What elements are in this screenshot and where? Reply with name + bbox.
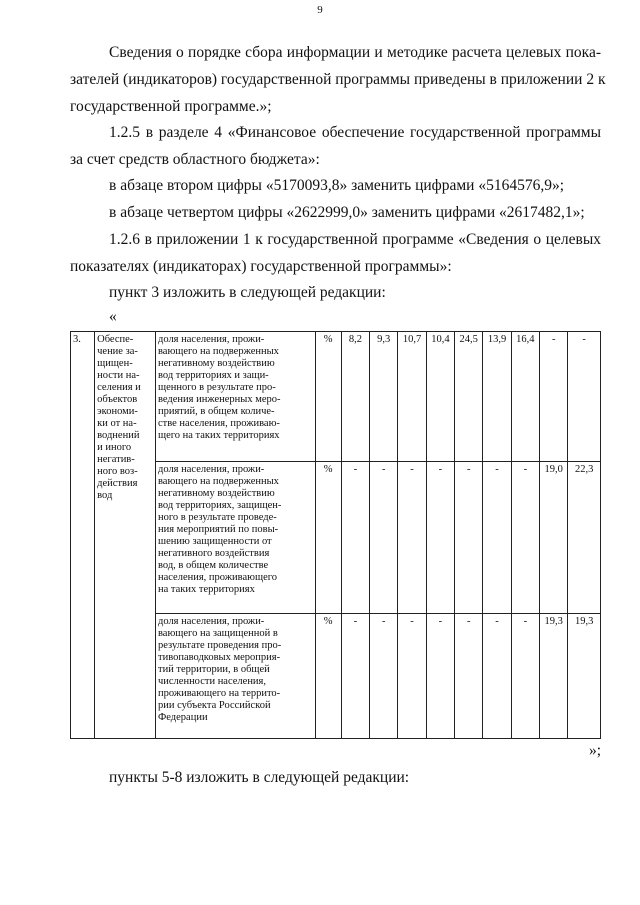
indicator-line: вающего на подверженных: [157, 346, 279, 357]
value-cell: -: [370, 462, 398, 614]
indicator-line: ного в результате проведе-: [157, 512, 277, 523]
indicator-line: негативному воздействию: [157, 488, 275, 499]
indicator-line: шению защищенности от: [157, 536, 272, 547]
table-body: [71, 332, 601, 739]
value-cell: 19,0: [540, 462, 568, 614]
item-number: 3.: [71, 332, 95, 739]
indicator-line: Федерации: [157, 712, 208, 723]
goal-line: ного воз-: [97, 466, 138, 477]
value-cell: 22,3: [568, 462, 601, 614]
goal-line: воднений: [97, 430, 140, 441]
indicator-line: щего на таких территориях: [157, 430, 280, 441]
indicator-line: численности населения,: [157, 676, 267, 687]
paragraph-line: за счет средств областного бюджета»:: [70, 151, 320, 168]
value-cell: 8,2: [341, 332, 369, 462]
indicator-line: негативному воздействию: [157, 358, 275, 369]
indicator-cell: [155, 332, 315, 462]
goal-line: щищен-: [97, 358, 133, 369]
indicators-table: [70, 331, 601, 739]
value-cell: -: [511, 614, 539, 739]
goal-line: действия: [97, 478, 138, 489]
goal-cell: [95, 332, 156, 739]
indicator-line: тивопаводковых мероприя-: [157, 652, 281, 663]
goal-line: Обеспе-: [97, 334, 134, 345]
value-cell: 19,3: [568, 614, 601, 739]
goal-line: ки от на-: [97, 418, 137, 429]
indicator-line: результате проведения про-: [157, 640, 282, 651]
value-cell: -: [483, 614, 511, 739]
unit-cell: %: [315, 332, 341, 462]
value-cell: -: [341, 614, 369, 739]
value-cell: -: [341, 462, 369, 614]
indicator-line: стве населения, проживаю-: [157, 418, 280, 429]
value-cell: 9,3: [370, 332, 398, 462]
value-cell: -: [511, 462, 539, 614]
goal-line: ности на-: [97, 370, 140, 381]
indicator-line: доля населения, прожи-: [157, 334, 265, 345]
paragraph-line: зателей (индикаторов) государственной программы приведены в приложении 2 к: [70, 71, 606, 88]
indicator-line: вод, в общем количестве: [157, 560, 269, 571]
paragraph-line: пункты 5-8 изложить в следующей редакции:: [109, 769, 410, 786]
indicator-cell: [155, 462, 315, 614]
value-cell: -: [398, 614, 426, 739]
value-cell: -: [455, 462, 483, 614]
value-cell: 13,9: [483, 332, 511, 462]
indicator-cell: [155, 614, 315, 739]
paragraph-line: в абзаце четвертом цифры «2622999,0» заменить цифрами «2617482,1»;: [109, 204, 585, 221]
value-cell: -: [426, 614, 454, 739]
value-cell: 10,4: [426, 332, 454, 462]
value-cell: -: [568, 332, 601, 462]
indicator-line: щенного в результате про-: [157, 382, 276, 393]
unit-cell: %: [315, 462, 341, 614]
indicator-line: вод территориях, защищен-: [157, 500, 282, 511]
table-row: [71, 332, 601, 462]
paragraph-line: показателях (индикаторах) государственной программы»:: [70, 258, 452, 275]
goal-line: селения и: [97, 382, 141, 393]
goal-line: и иного: [97, 442, 132, 453]
value-cell: 19,3: [540, 614, 568, 739]
goal-line: экономи-: [97, 406, 138, 417]
indicator-line: населения, проживающего: [157, 572, 278, 583]
value-cell: -: [483, 462, 511, 614]
value-cell: 16,4: [511, 332, 539, 462]
value-cell: 10,7: [398, 332, 426, 462]
goal-line: вод: [97, 490, 113, 501]
indicator-line: вающего на защищенной в: [157, 628, 278, 639]
indicator-line: проживающего на террито-: [157, 688, 281, 699]
goal-line: объектов: [97, 394, 138, 405]
indicator-line: ведения инженерных меро-: [157, 394, 281, 405]
goal-line: чение за-: [97, 346, 138, 357]
indicator-line: ния мероприятий по повы-: [157, 524, 279, 535]
paragraph-line: государственной программе.»;: [70, 98, 272, 115]
paragraph-line: в абзаце втором цифры «5170093,8» заменить цифрами «5164576,9»;: [109, 177, 564, 194]
indicator-line: приятий, в общем количе-: [157, 406, 275, 417]
value-cell: -: [540, 332, 568, 462]
open-quote: «: [109, 308, 117, 325]
goal-line: негатив-: [97, 454, 135, 465]
paragraph-line: пункт 3 изложить в следующей редакции:: [109, 284, 386, 301]
indicator-line: на таких территориях: [157, 584, 255, 595]
value-cell: -: [370, 614, 398, 739]
value-cell: -: [455, 614, 483, 739]
paragraph-line: 1.2.5 в разделе 4 «Финансовое обеспечение государственной программы: [109, 124, 601, 141]
value-cell: -: [426, 462, 454, 614]
paragraph-line: Сведения о порядке сбора информации и методике расчета целевых пока-: [109, 44, 601, 61]
indicator-line: доля населения, прожи-: [157, 616, 265, 627]
value-cell: -: [398, 462, 426, 614]
close-quote: »;: [588, 742, 601, 759]
unit-cell: %: [315, 614, 341, 739]
indicator-line: тий территории, в общей: [157, 664, 270, 675]
indicator-line: негативного воздействия: [157, 548, 270, 559]
paragraph-line: 1.2.6 в приложении 1 к государственной программе «Сведения о целевых: [109, 231, 601, 248]
indicator-line: вод территориях и защи-: [157, 370, 269, 381]
indicator-line: вающего на подверженных: [157, 476, 279, 487]
value-cell: 24,5: [455, 332, 483, 462]
indicator-line: рии субъекта Российской: [157, 700, 271, 711]
page-number: 9: [317, 4, 323, 16]
indicator-line: доля населения, прожи-: [157, 464, 265, 475]
